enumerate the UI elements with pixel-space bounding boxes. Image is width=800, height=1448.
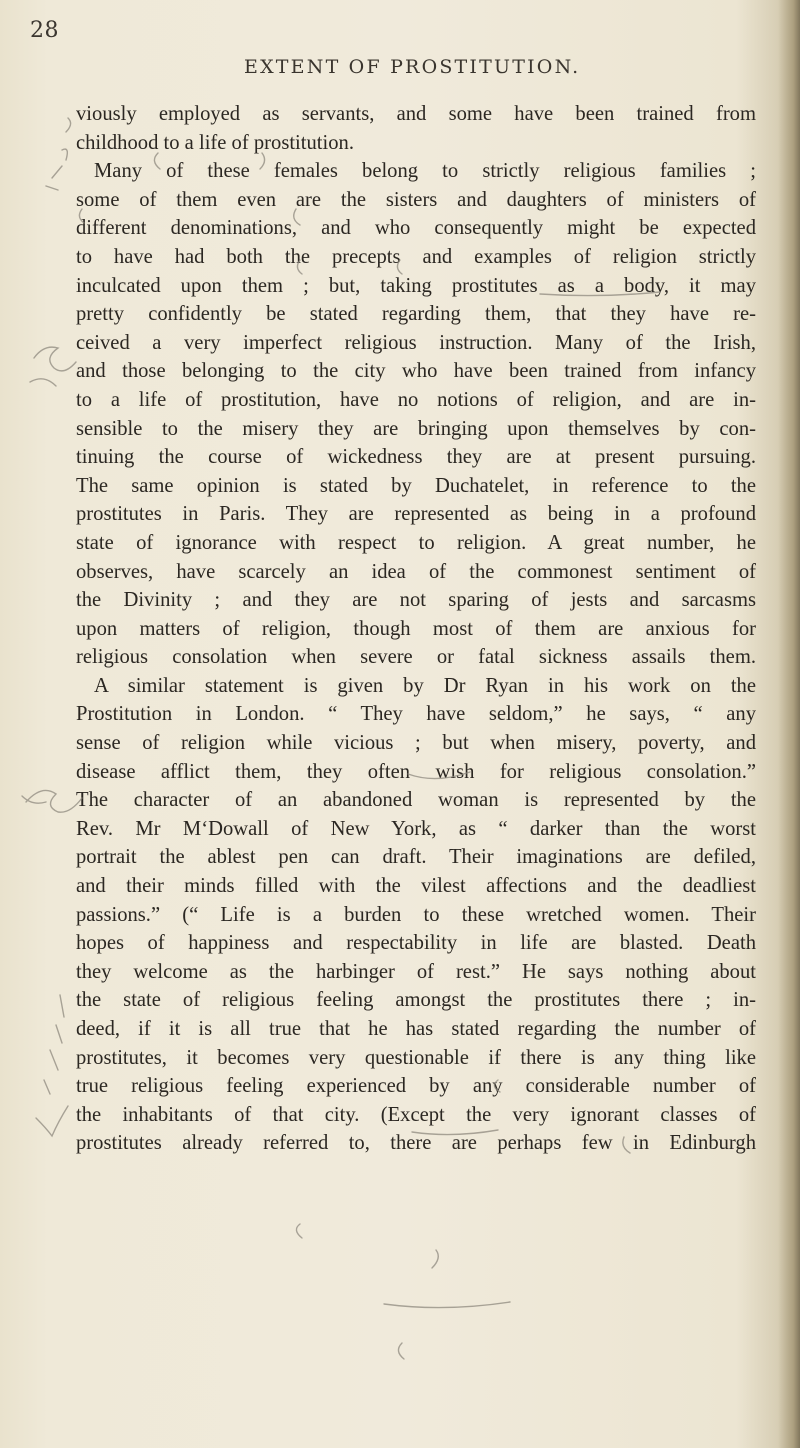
text-line: to have had both the precepts and examples of religion strictly	[76, 245, 756, 268]
body-text	[76, 100, 756, 1158]
text-line: The character of an abandoned woman is represented by the	[76, 789, 756, 812]
running-head: EXTENT OF PROSTITUTION.	[244, 56, 581, 78]
text-line: Rev. Mr M‘Dowall of New York, as “ darker than the worst	[76, 817, 756, 840]
text-line: hopes of happiness and respectability in life are blasted. Death	[76, 932, 756, 955]
text-line: A similar statement is given by Dr Ryan in his work on the	[94, 674, 756, 697]
text-line: some of them even are the sisters and daughters of ministers of	[76, 188, 756, 211]
text-line: ceived a very imperfect religious instruction. Many of the Irish,	[76, 331, 756, 354]
text-line: childhood to a life of prostitution.	[76, 131, 354, 154]
text-line: viously employed as servants, and some have been trained from	[76, 103, 756, 125]
page-number: 28	[30, 18, 59, 43]
text-line: the state of religious feeling amongst the prostitutes there ; in-	[76, 989, 756, 1012]
text-line: they welcome as the harbinger of rest.” He says nothing about	[76, 960, 756, 983]
text-line: Prostitution in London. “ They have seldom,” he says, “ any	[76, 703, 756, 726]
text-line: and those belonging to the city who have been trained from infancy	[76, 360, 756, 383]
text-line: state of ignorance with respect to religion. A great number, he	[76, 531, 756, 554]
text-line: prostitutes in Paris. They are represented as being in a profound	[76, 503, 756, 526]
text-line: tinuing the course of wickedness they are at present pursuing.	[76, 446, 756, 469]
text-line: pretty confidently be stated regarding them, that they have re-	[76, 303, 756, 326]
text-line: deed, if it is all true that he has stated regarding the number of	[76, 1018, 756, 1040]
text-line: portrait the ablest pen can draft. Their imaginations are defiled,	[76, 846, 756, 869]
text-line: the Divinity ; and they are not sparing of jests and sarcasms	[76, 589, 756, 612]
text-line: true religious feeling experienced by any considerable number of	[76, 1075, 756, 1098]
text-line: observes, have scarcely an idea of the commonest sentiment of	[76, 560, 756, 583]
text-line: prostitutes already referred to, there are perhaps few in Edinburgh	[76, 1132, 756, 1155]
text-line: passions.” (“ Life is a burden to these wretched women. Their	[76, 903, 756, 926]
text-line: and their minds filled with the vilest affections and the deadliest	[76, 875, 756, 898]
text-line: upon matters of religion, though most of them are anxious for	[76, 617, 756, 640]
text-line: sense of religion while vicious ; but when misery, poverty, and	[76, 732, 756, 755]
text-line: inculcated upon them ; but, taking prostitutes as a body, it may	[76, 274, 756, 297]
text-line: The same opinion is stated by Duchatelet, in reference to the	[76, 474, 756, 497]
text-line: to a life of prostitution, have no notions of religion, and are in-	[76, 388, 756, 411]
text-line: the inhabitants of that city. (Except the very ignorant classes of	[76, 1103, 756, 1126]
text-line: religious consolation when severe or fatal sickness assails them.	[76, 646, 756, 669]
text-line: Many of these females belong to strictly religious families ;	[94, 160, 756, 183]
page-edge-shadow	[778, 0, 800, 1448]
text-line: sensible to the misery they are bringing upon themselves by con-	[76, 417, 756, 440]
text-line: different denominations, and who consequently might be expected	[76, 217, 756, 240]
text-line: disease afflict them, they often wish for religious consolation.”	[76, 760, 756, 783]
text-line: prostitutes, it becomes very questionable if there is any thing like	[76, 1046, 756, 1069]
